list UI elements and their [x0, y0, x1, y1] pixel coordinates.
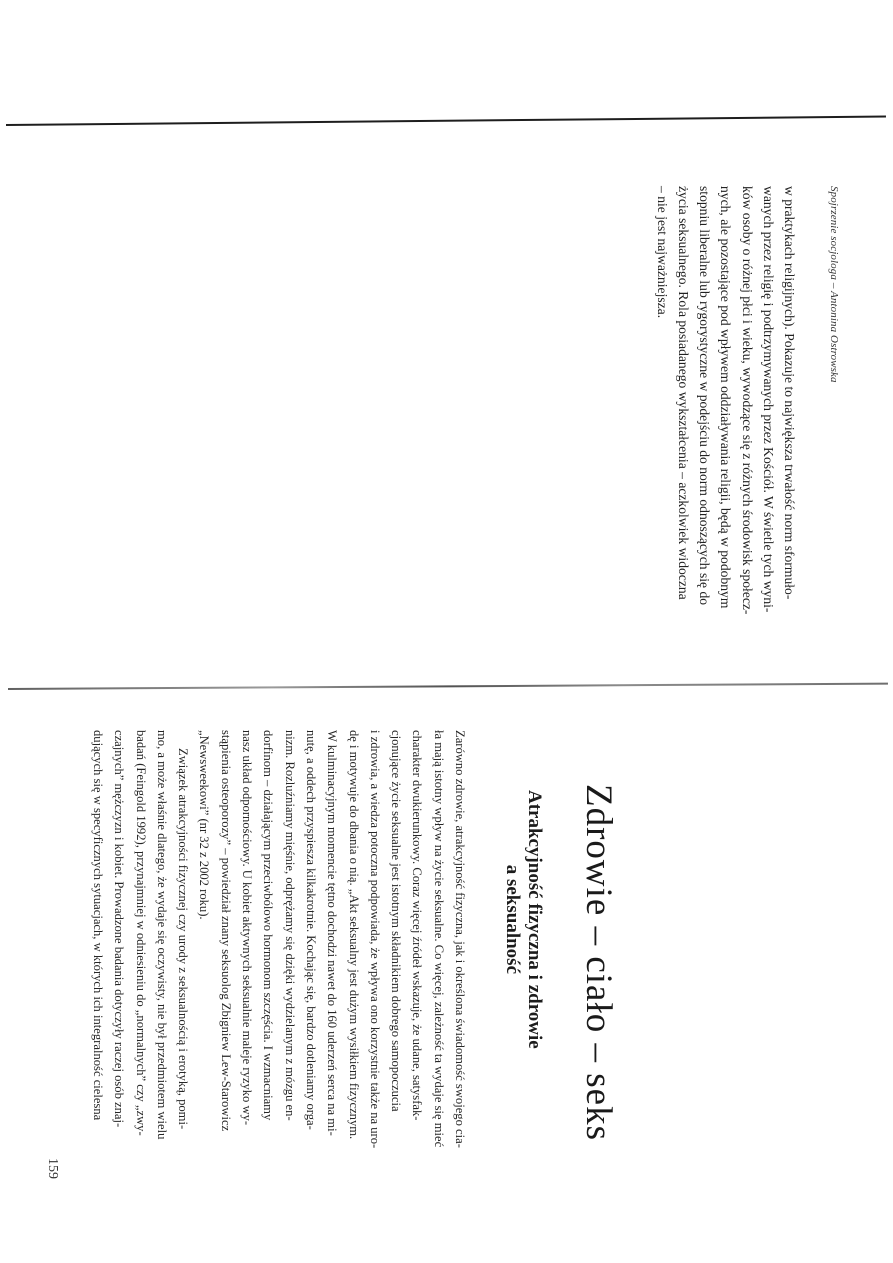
page-gutter-divider	[8, 683, 888, 690]
text-line: wanych przez religię i podtrzymywanych przez Kościół. W świetle tych wyni-	[760, 186, 776, 613]
section-title-line: a seksualność	[502, 864, 523, 974]
text-line: – nie jest najważniejsza.	[654, 186, 670, 319]
text-line: i zdrowia, a wiedza potoczna podpowiada, że wpływa ono korzystnie także na uro-	[367, 730, 382, 1149]
text-line: Związek atrakcyjności fizycznej czy urody z seksualnością i erotyką, pomi-	[176, 748, 191, 1130]
text-line: charakter dwukierunkowy. Coraz więcej źródeł wskazuje, że udane, satysfak-	[410, 730, 425, 1121]
text-line: nasz układ odpornościowy. U kobiet aktywnych seksualnie maleje ryzyko wy-	[240, 730, 255, 1126]
section-title	[501, 790, 545, 1049]
text-line: Zarówno zdrowie, atrakcyjność fizyczna, jak i określona świadomość swojego cia-	[453, 730, 467, 1148]
text-line: nutę, a oddech przyspiesza kilkakrotnie. Kochając się, bardzo dotleniamy orga-	[303, 730, 318, 1130]
text-line: W kulminacyjnym momencie tętno dochodzi nawet do 160 uderzeń serca na mi-	[325, 730, 340, 1136]
running-head: Spojrzenie socjologa – Antonina Ostrowska	[828, 186, 840, 383]
lower-page-body	[87, 730, 470, 1148]
text-line: dę i motywuje do dbania o nią. „Akt seksualny jest dużym wysiłkiem fizycznym.	[346, 730, 361, 1140]
text-line: mo, a może właśnie dlatego, że wydaje się oczywisty, nie był przedmiotem wielu	[154, 730, 169, 1140]
page-number: 159	[45, 1158, 60, 1179]
page-edge-divider-top	[6, 116, 886, 126]
chapter-title: Zdrowie – ciało – seks	[578, 784, 619, 1141]
text-line: w praktykach religijnych). Pokazuje to największa trwałość norm sformuło-	[782, 186, 797, 600]
text-line: stąpienia osteoporozy” – powiedział znany seksuolog Zbigniew Lew-Starowicz	[218, 730, 233, 1132]
text-line: dujących się w specyficznych sytuacjach, w których ich integralność cielesna	[90, 730, 105, 1121]
text-line: „Newsweekowi” (nr 32 z 2002 roku).	[197, 730, 212, 920]
text-line: życia seksualnego. Rola posiadanego wykształcenia – aczkolwiek widoczna	[675, 186, 691, 600]
section-title-line: Atrakcyjność fizyczna i zdrowie	[524, 790, 545, 1049]
upper-page-body	[652, 186, 800, 614]
text-line: czajnych” mężczyzn i kobiet. Prowadzone badania dotyczyły raczej osób znaj-	[112, 730, 127, 1128]
text-line: dorfinom – działającym przeciwbólowo hormonom szczęścia. I wzmacniamy	[261, 730, 276, 1121]
text-line: nizm. Rozluźniamy mięśnie, odprężamy się dzięki wydzielanym z mózgu en-	[282, 730, 297, 1121]
text-line: stopniu liberalne lub rygorystyczne w podejściu do norm odnoszących się do	[697, 186, 713, 606]
text-line: nych, ale pozostające pod wpływem oddziaływania religii, będą w podobnym	[718, 186, 734, 609]
text-line: cjonujące życie seksualne jest istotnym składnikiem dobrego samopoczucia	[389, 730, 404, 1112]
text-line: badań (Feingold 1992), przynajmniej w odniesieniu do „normalnych” czy „zwy-	[133, 730, 148, 1136]
text-line: ła mają istotny wpływ na życie seksualne. Co więcej, zależność ta wydaje się mieć	[431, 730, 446, 1148]
text-line: ków osoby o różnej płci i wieku, wywodzące się z różnych środowisk społecz-	[739, 186, 755, 615]
